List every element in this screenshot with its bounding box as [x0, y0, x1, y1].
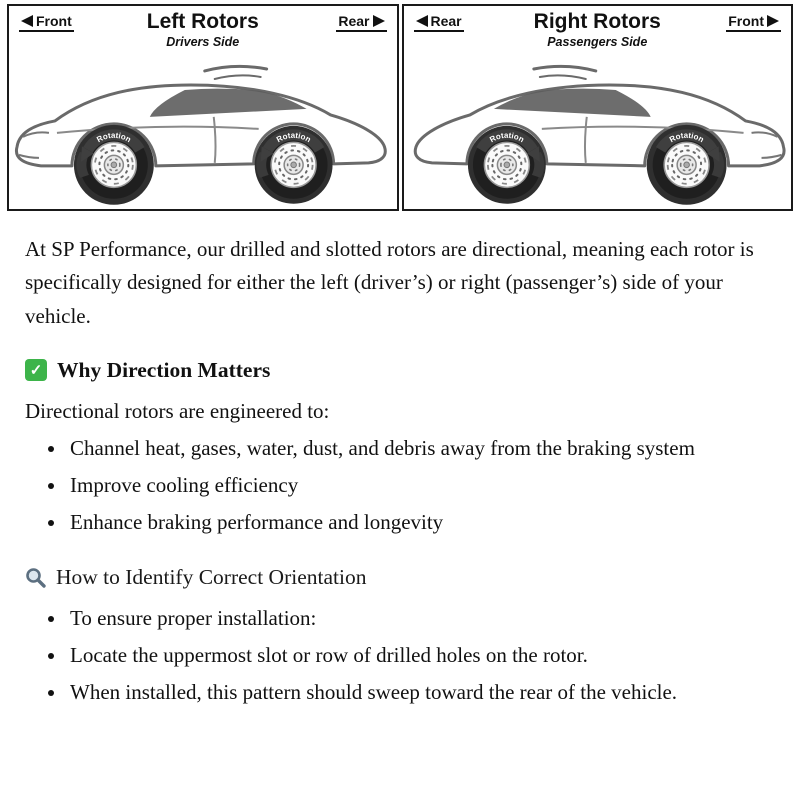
front-direction-label — [726, 13, 781, 32]
benefits-list — [25, 432, 775, 540]
identify-orientation-heading — [25, 565, 775, 590]
right-panel-header — [404, 6, 792, 59]
list-item: • To ensure proper installation: — [67, 602, 775, 635]
left-panel-title: Left Rotors — [146, 10, 259, 33]
intro-paragraph: At SP Performance, our drilled and slotted rotors are directional, meaning each rotor is specifically designed for either the left (driver’s) or right (passenger’s) side of your vehicle. — [25, 236, 754, 328]
arrow-left-icon — [21, 15, 33, 27]
magnifier-icon — [25, 567, 47, 589]
arrow-right-icon — [767, 15, 779, 27]
left-rotors-panel — [7, 4, 399, 211]
right-panel-title: Right Rotors — [533, 10, 661, 33]
why-direction-matters-heading — [25, 358, 775, 383]
rotation-label: Rotation — [274, 130, 313, 145]
rotor-direction-diagram — [0, 0, 800, 211]
direction-text: Rear — [338, 13, 370, 29]
rotation-label: Rotation — [667, 130, 705, 145]
arrow-left-icon — [416, 15, 428, 27]
direction-text: Front — [728, 13, 764, 29]
list-item: • Locate the uppermost slot or row of drilled holes on the rotor. — [67, 639, 775, 672]
left-car-illustration — [9, 59, 397, 209]
list-item: • Channel heat, gases, water, dust, and debris away from the braking system — [67, 432, 775, 465]
left-panel-subtitle: Drivers Side — [166, 35, 240, 50]
right-panel-subtitle: Passengers Side — [547, 35, 648, 50]
check-icon: ✓ — [25, 359, 47, 381]
installation-list — [25, 602, 775, 710]
list-item: • When installed, this pattern should sweep toward the rear of the vehicle. — [67, 676, 775, 709]
car-body-mirrored — [415, 66, 784, 204]
engineered-to-lead: Directional rotors are engineered to: — [25, 398, 330, 423]
right-rotors-panel — [402, 4, 794, 211]
direction-text: Rear — [430, 13, 462, 29]
right-car-illustration — [404, 59, 792, 209]
heading-text: Why Direction Matters — [57, 357, 271, 382]
list-item: • Enhance braking performance and longevity — [67, 506, 775, 539]
direction-text: Front — [36, 13, 72, 29]
rotation-label: Rotation — [95, 130, 133, 145]
arrow-right-icon — [373, 15, 385, 27]
article-body — [0, 211, 800, 734]
list-item: • Improve cooling efficiency — [67, 469, 775, 502]
left-panel-header — [9, 6, 397, 59]
heading-text: How to Identify Correct Orientation — [56, 565, 367, 590]
rear-direction-label — [336, 13, 386, 32]
front-direction-label — [19, 13, 74, 32]
car-body — [16, 66, 385, 204]
rotation-label: Rotation — [487, 130, 526, 145]
rear-direction-label — [414, 13, 464, 32]
